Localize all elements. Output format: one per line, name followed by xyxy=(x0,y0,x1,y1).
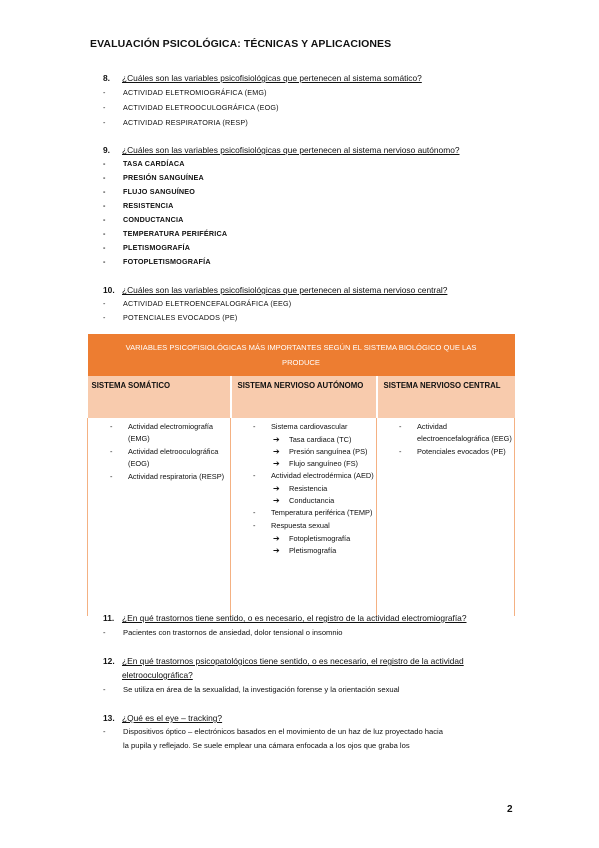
bullet: - xyxy=(110,472,113,481)
question-text: ¿Cuáles son las variables psicofisiológicas que pertenecen al sistema somático? xyxy=(122,73,422,83)
list-item-text: Temperatura periférica (TEMP) xyxy=(271,508,373,517)
list-item xyxy=(88,471,230,483)
list-item-text: Potenciales evocados (PE) xyxy=(417,447,506,456)
answer-text: Se utiliza en área de la sexualidad, la investigación forense y la orientación sexual xyxy=(123,685,400,694)
sub-item-text: Pletismografía xyxy=(289,546,337,555)
bullet: - xyxy=(253,521,256,530)
bullet: - xyxy=(103,727,106,736)
list-item xyxy=(231,520,376,532)
bullet: - xyxy=(103,257,106,266)
question-text: ¿En qué trastornos tiene sentido, o es necesario, el registro de la actividad electromiografía? xyxy=(122,613,467,623)
sub-item-text: Conductancia xyxy=(289,496,335,505)
list-item-text: ACTIVIDAD ELETROMIOGRÁFICA (EMG) xyxy=(123,88,267,97)
bullet: - xyxy=(103,173,106,182)
list-item xyxy=(231,507,376,519)
answer-text: Pacientes con trastornos de ansiedad, dolor tensional o insomnio xyxy=(123,628,343,637)
list-item-text: RESISTENCIA xyxy=(123,201,174,210)
list-item xyxy=(103,299,291,308)
list-item xyxy=(103,88,267,97)
answer-continuation: la pupila y reflejado. Se suele emplear una cámara enfocada a los ojos que graba los xyxy=(123,741,410,750)
list-item xyxy=(88,421,230,445)
arrow-icon: ➔ xyxy=(273,546,280,555)
list-item-text: Sistema cardiovascular xyxy=(271,422,348,431)
page-number: 2 xyxy=(507,804,513,815)
bullet: - xyxy=(103,313,106,322)
bullet: - xyxy=(103,88,106,97)
bullet: - xyxy=(103,299,106,308)
list-item-text: Actividad respiratoria (RESP) xyxy=(128,472,225,481)
bullet: - xyxy=(253,471,256,480)
arrow-icon: ➔ xyxy=(273,447,280,456)
table-title-line: VARIABLES PSICOFISIOLÓGICAS MÁS IMPORTANTES SEGÚN EL SISTEMA BIOLÓGICO QUE LAS xyxy=(125,343,477,352)
question-text: ¿En qué trastornos psicopatológicos tiene sentido, o es necesario, el registro de la actividad xyxy=(122,656,464,666)
bullet: - xyxy=(103,215,106,224)
column-header-central: SISTEMA NERVIOSO CENTRAL xyxy=(377,376,515,418)
question-text: ¿Cuáles son las variables psicofisiológicas que pertenecen al sistema nervioso central? xyxy=(122,285,448,295)
list-item-text: ACTIVIDAD ELETROOCULOGRÁFICA (EOG) xyxy=(123,103,279,112)
table-title xyxy=(88,334,515,376)
question-11 xyxy=(103,613,467,623)
answer-item xyxy=(103,727,443,736)
sub-item xyxy=(231,533,376,545)
question-9 xyxy=(103,145,460,155)
list-item-text: PRESIÓN SANGUÍNEA xyxy=(123,173,204,182)
arrow-icon: ➔ xyxy=(273,534,280,543)
bullet: - xyxy=(103,103,106,112)
sub-item-text: Fotopletismografía xyxy=(289,534,351,543)
list-item xyxy=(103,257,211,266)
list-item xyxy=(103,173,204,182)
question-12-continuation xyxy=(122,670,193,680)
sub-item xyxy=(231,495,376,507)
question-text: ¿Qué es el eye – tracking? xyxy=(122,713,223,723)
list-item-text: Actividad eletrooculográfica (EOG) xyxy=(128,447,219,468)
question-text: eletrooculográfica? xyxy=(122,670,193,680)
sub-item-text: Presión sanguínea (PS) xyxy=(289,447,368,456)
bullet: - xyxy=(103,201,106,210)
list-item-text: Actividad electroencefalográfica (EEG) xyxy=(417,422,512,443)
bullet: - xyxy=(103,685,106,694)
arrow-icon: ➔ xyxy=(273,459,280,468)
central-cell xyxy=(377,418,515,616)
list-item-text: FOTOPLETISMOGRAFÍA xyxy=(123,257,211,266)
bullet: - xyxy=(103,187,106,196)
sub-item xyxy=(231,446,376,458)
arrow-icon: ➔ xyxy=(273,435,280,444)
answer-text: Dispositivos óptico – electrónicos basados en el movimiento de un haz de luz proyectado hacia xyxy=(123,727,443,736)
question-number: 8. xyxy=(103,73,110,83)
sub-item xyxy=(231,434,376,446)
list-item-text: Respuesta sexual xyxy=(271,521,330,530)
question-text: ¿Cuáles son las variables psicofisiológicas que pertenecen al sistema nervioso autónomo? xyxy=(122,145,460,155)
autonomic-cell xyxy=(231,418,377,616)
list-item-text: Actividad electromiografía (EMG) xyxy=(128,422,214,443)
bullet: - xyxy=(103,229,106,238)
list-item xyxy=(103,201,174,210)
sub-item xyxy=(231,483,376,495)
list-item xyxy=(377,446,514,458)
list-item xyxy=(88,446,230,470)
bullet: - xyxy=(399,447,402,456)
sub-item-text: Tasa cardiaca (TC) xyxy=(289,435,352,444)
list-item-text: ACTIVIDAD ELETROENCEFALOGRÁFICA (EEG) xyxy=(123,299,292,308)
question-10 xyxy=(103,285,447,295)
list-item-text: TASA CARDÍACA xyxy=(123,159,185,168)
variables-table xyxy=(87,334,515,616)
question-number: 12. xyxy=(103,656,115,666)
list-item xyxy=(103,159,185,168)
sub-item xyxy=(231,458,376,470)
sub-item-text: Resistencia xyxy=(289,484,328,493)
somatic-cell xyxy=(88,418,231,616)
bullet: - xyxy=(103,628,106,637)
answer-item xyxy=(103,628,343,637)
question-number: 10. xyxy=(103,285,115,295)
list-item xyxy=(377,421,514,445)
list-item-text: POTENCIALES EVOCADOS (PE) xyxy=(123,313,238,322)
bullet: - xyxy=(110,447,113,456)
bullet: - xyxy=(399,422,402,431)
list-item xyxy=(103,103,279,112)
list-item-text: CONDUCTANCIA xyxy=(123,215,184,224)
list-item-text: ACTIVIDAD RESPIRATORIA (RESP) xyxy=(123,118,248,127)
bullet: - xyxy=(253,422,256,431)
bullet: - xyxy=(103,118,106,127)
list-item xyxy=(103,229,227,238)
question-number: 13. xyxy=(103,713,115,723)
list-item xyxy=(103,118,248,127)
arrow-icon: ➔ xyxy=(273,496,280,505)
list-item xyxy=(103,187,195,196)
question-8 xyxy=(103,73,422,83)
column-header-somatic: SISTEMA SOMÁTICO xyxy=(88,376,231,418)
bullet: - xyxy=(103,243,106,252)
column-header-autonomic: SISTEMA NERVIOSO AUTÓNOMO xyxy=(231,376,377,418)
list-item-text: Actividad electrodérmica (AED) xyxy=(271,471,374,480)
sub-item-text: Flujo sanguíneo (FS) xyxy=(289,459,359,468)
question-13 xyxy=(103,713,222,723)
arrow-icon: ➔ xyxy=(273,484,280,493)
bullet: - xyxy=(103,159,106,168)
document-header: EVALUACIÓN PSICOLÓGICA: TÉCNICAS Y APLICACIONES xyxy=(90,38,392,50)
bullet: - xyxy=(110,422,113,431)
list-item xyxy=(231,421,376,433)
bullet: - xyxy=(253,508,256,517)
list-item xyxy=(103,243,190,252)
list-item xyxy=(103,313,237,322)
list-item-text: PLETISMOGRAFÍA xyxy=(123,243,191,252)
answer-item xyxy=(103,685,400,694)
list-item xyxy=(231,470,376,482)
list-item xyxy=(103,215,184,224)
list-item-text: TEMPERATURA PERIFÉRICA xyxy=(123,229,228,238)
question-12 xyxy=(103,656,464,666)
sub-item xyxy=(231,545,376,557)
question-number: 11. xyxy=(103,613,115,623)
list-item-text: FLUJO SANGUÍNEO xyxy=(123,187,196,196)
question-number: 9. xyxy=(103,145,110,155)
table-title-line: PRODUCE xyxy=(282,358,320,367)
